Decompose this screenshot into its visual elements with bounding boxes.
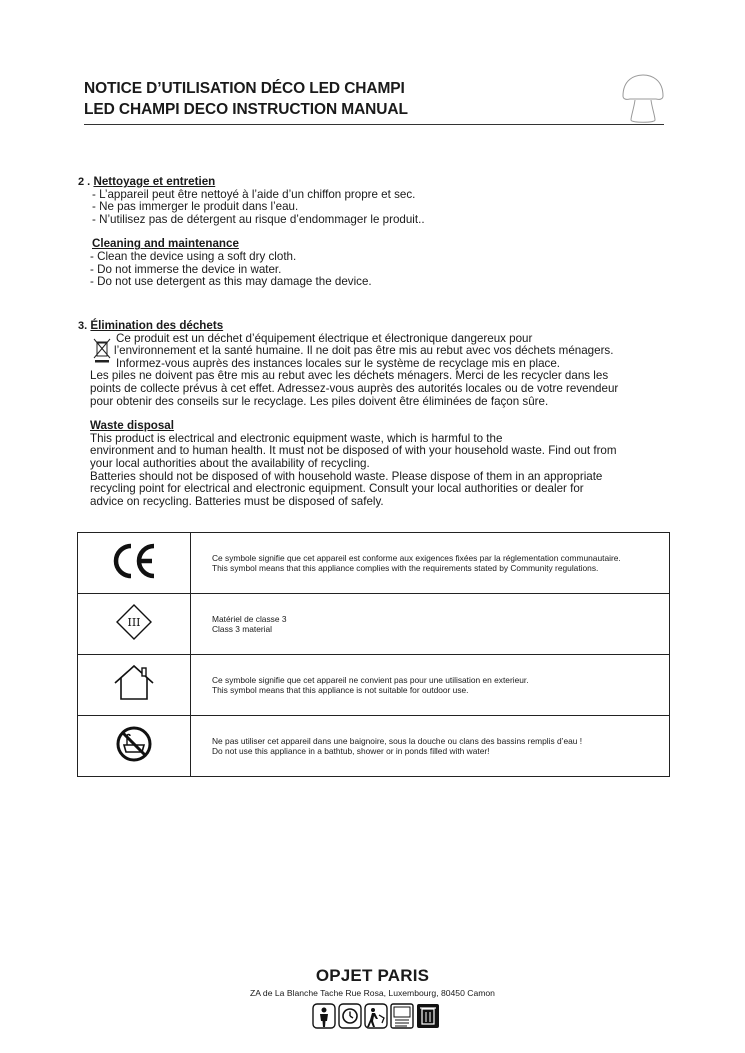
text-line: - Do not immerse the device in water.: [90, 262, 282, 276]
header-divider: [84, 124, 664, 125]
table-row: [78, 594, 670, 655]
recycle-person-icon: [365, 1004, 387, 1028]
symbol-text-en: This symbol means that this appliance complies with the requirements stated by Community regulations.: [212, 563, 599, 573]
table-cell-icon: [78, 716, 191, 777]
class-3-diamond-icon: [114, 602, 154, 642]
table-row: [78, 533, 670, 594]
table-row: [78, 716, 670, 777]
ce-mark-icon: [110, 541, 158, 581]
text-line: l’environnement et la santé humaine. Il ne doit pas être mis au rebut avec vos déchets ménagers.: [114, 344, 614, 358]
footer-icon-strip: [312, 1003, 440, 1029]
table-cell-text: [191, 594, 670, 655]
table-cell-text: [191, 533, 670, 594]
symbol-text-fr: Matériel de classe 3: [212, 614, 287, 624]
text-line: - N’utilisez pas de détergent au risque d’endommager le produit..: [92, 212, 425, 226]
title-french: NOTICE D’UTILISATION DÉCO LED CHAMPI: [84, 80, 405, 97]
table-cell-icon: [78, 533, 191, 594]
table-cell-text: [191, 716, 670, 777]
table-row: [78, 655, 670, 716]
symbol-text-fr: Ce symbole signifie que cet appareil ne convient pas pour une utilisation en exterieur.: [212, 675, 529, 685]
text-line: advice on recycling. Batteries must be disposed of safely.: [90, 494, 384, 508]
triman-info-icon: [391, 1004, 413, 1028]
text-line: points de collecte prévus à cet effet. Adressez-vous auprès des autorités locales ou de votre revendeur: [90, 381, 619, 395]
brand-name: OPJET PARIS: [315, 966, 430, 985]
age-clock-icon: [339, 1004, 361, 1028]
adult-only-icon: [313, 1004, 335, 1028]
section-waste: [78, 320, 618, 508]
symbol-text-en: Class 3 material: [212, 624, 273, 634]
class-3-label: III: [127, 615, 141, 629]
indoor-use-house-icon: [112, 663, 156, 703]
no-bathtub-icon: [114, 724, 154, 764]
text-line: pour obtenir des conseils sur le recyclage. Les piles doivent être éliminées de façon sûre.: [90, 394, 549, 408]
text-line: This product is electrical and electronic equipment waste, which is harmful to the: [90, 431, 503, 445]
section-heading: Élimination des déchets: [90, 319, 224, 332]
bin-recycling-icon: [417, 1004, 439, 1028]
company-address: ZA de La Blanche Tache Rue Rosa, Luxembourg, 80450 Camon: [250, 988, 495, 998]
section-number: 2 .: [78, 176, 91, 188]
table-cell-icon: [78, 594, 191, 655]
section-heading: Cleaning and maintenance: [92, 237, 239, 251]
mushroom-lamp-icon: [618, 72, 668, 126]
table-cell-icon: [78, 655, 191, 716]
symbol-text-en: This symbol means that this appliance is not suitable for outdoor use.: [212, 685, 469, 695]
text-line: - L’appareil peut être nettoyé à l’aide d’un chiffon propre et sec.: [92, 187, 416, 201]
symbol-text-fr: Ne pas utiliser cet appareil dans une baignoire, sous la douche ou clans des bassins remplis d’eau !: [212, 736, 583, 746]
text-line: - Clean the device using a soft dry cloth.: [90, 249, 297, 263]
text-line: Ce produit est un déchet d’équipement électrique et électronique dangereux pour: [116, 331, 533, 345]
text-line: environment and to human health. It must not be disposed of with your household waste. Find out from: [90, 444, 617, 458]
symbols-table: [77, 532, 670, 777]
table-cell-text: [191, 655, 670, 716]
symbol-text-fr: Ce symbole signifie que cet appareil est conforme aux exigences fixées par la réglementation communautaire.: [212, 553, 621, 563]
text-line: recycling point for electrical and electronic equipment. Consult your local authorities or dealer for: [90, 482, 584, 496]
section-heading: Waste disposal: [90, 419, 174, 433]
text-line: Les piles ne doivent pas être mis au rebut avec les déchets ménagers. Merci de les recycler dans les: [90, 369, 609, 383]
text-line: Informez-vous auprès des instances locales sur le système de recyclage mis en place.: [116, 356, 560, 370]
text-line: Batteries should not be disposed of with household waste. Please dispose of them in an appropriate: [90, 469, 603, 483]
section-cleaning: [78, 176, 425, 289]
crossed-out-bin-icon: [92, 337, 112, 363]
text-line: - Do not use detergent as this may damage the device.: [90, 275, 372, 289]
section-number: 3.: [78, 320, 88, 332]
text-line: your local authorities about the availability of recycling.: [90, 456, 370, 470]
title-english: LED CHAMPI DECO INSTRUCTION MANUAL: [84, 101, 408, 118]
text-line: - Ne pas immerger le produit dans l’eau.: [92, 200, 299, 214]
symbol-text-en: Do not use this appliance in a bathtub, shower or in ponds filled with water!: [212, 746, 490, 756]
section-heading: Nettoyage et entretien: [93, 175, 216, 188]
